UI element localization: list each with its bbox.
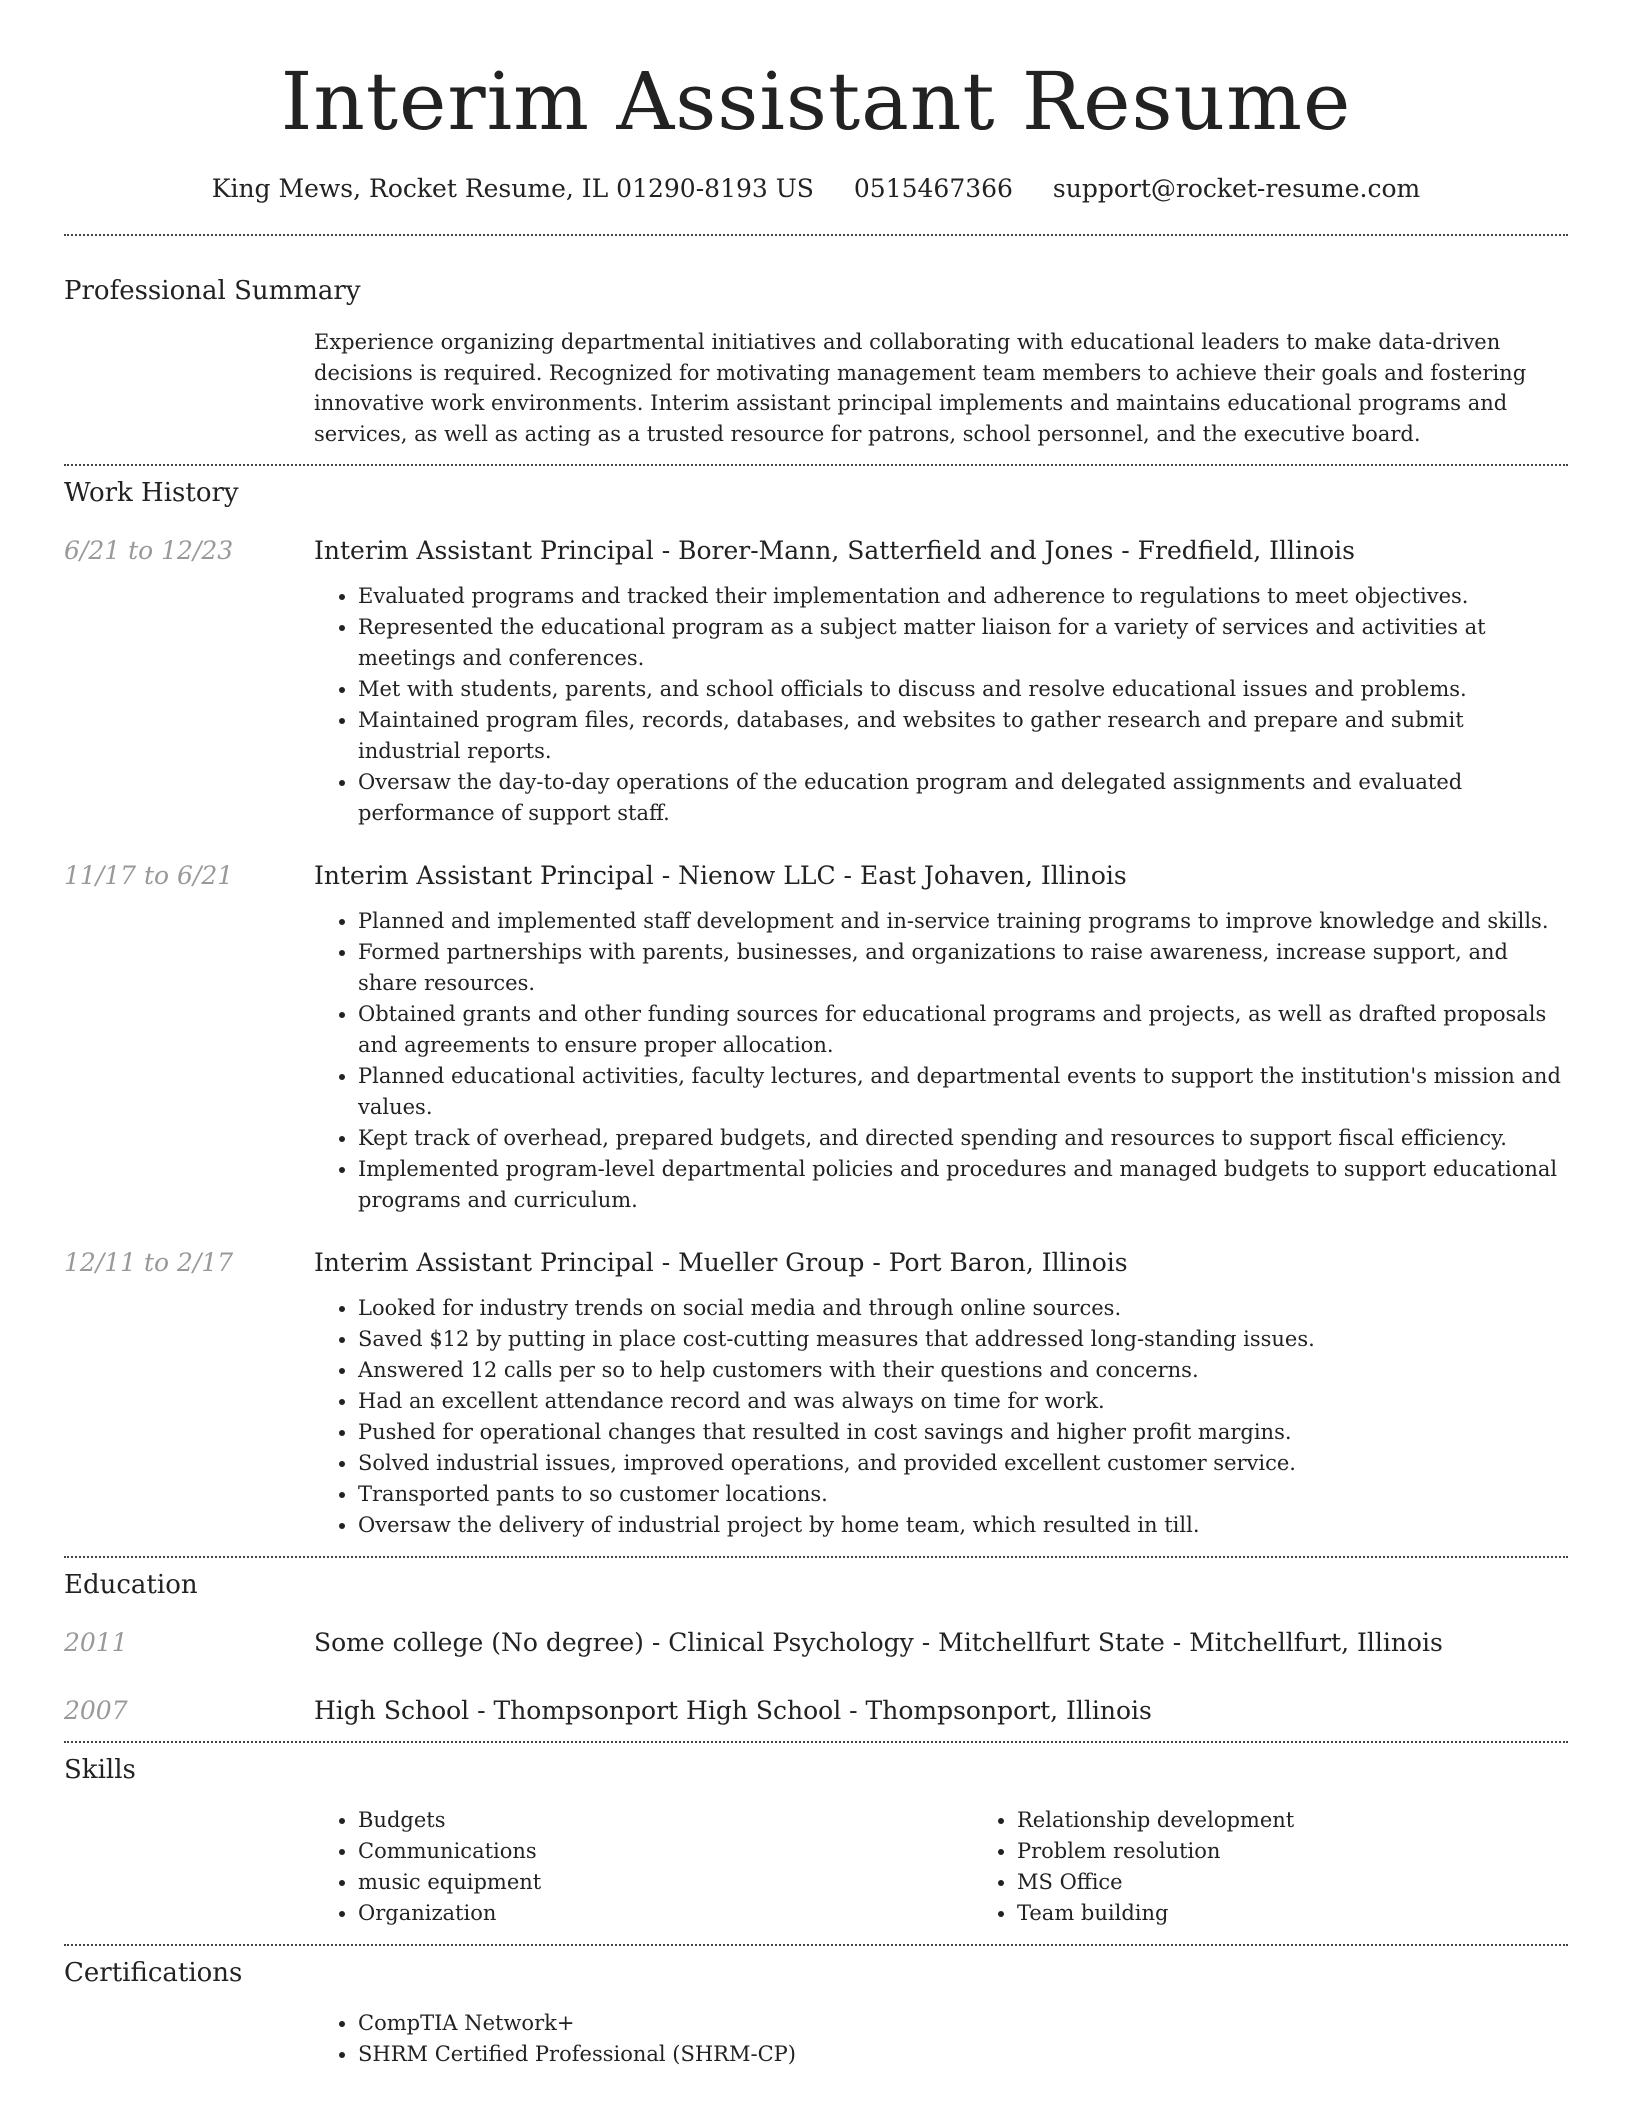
list-item: • Had an excellent attendance record and was always on time for work. — [358, 1386, 1568, 1417]
education-title: High School - Thompsonport High School - Thompsonport, Illinois — [314, 1696, 1152, 1725]
job-bullets — [314, 581, 1568, 829]
list-item: • Relationship development — [1017, 1805, 1632, 1836]
list-item: • Kept track of overhead, prepared budgets, and directed spending and resources to support fiscal efficiency. — [358, 1123, 1568, 1154]
summary-text: Experience organizing departmental initiatives and collaborating with educational leaders to make data-driven decisions is required. Recognized for motivating management team members to achieve their goals and fostering innovative work environments. Interim assistant principal implements and maintains educational programs and services, as well as acting as a trusted resource for patrons, school personnel, and the executive board. — [314, 330, 1527, 446]
list-item: • Looked for industry trends on social media and through online sources. — [358, 1293, 1568, 1324]
list-item: • Problem resolution — [1017, 1836, 1632, 1867]
list-item: • Budgets — [358, 1805, 973, 1836]
summary-section — [64, 236, 1568, 449]
list-item: • Planned and implemented staff development and in-service training programs to improve knowledge and skills. — [358, 906, 1568, 937]
job-title: Interim Assistant Principal - Mueller Group - Port Baron, Illinois — [314, 1248, 1128, 1277]
job-entry — [64, 1246, 1568, 1541]
job-bullets — [314, 1293, 1568, 1541]
list-item: • Communications — [358, 1836, 973, 1867]
job-dates: 12/11 to 2/17 — [64, 1248, 234, 1277]
list-item: • Obtained grants and other funding sources for educational programs and projects, as well as drafted proposals and agreements to ensure proper allocation. — [358, 999, 1568, 1061]
job-dates: 11/17 to 6/21 — [64, 861, 234, 890]
education-entry — [64, 1694, 1568, 1728]
section-heading-work: Work History — [64, 478, 239, 508]
section-heading-education: Education — [64, 1570, 198, 1600]
certifications-section — [64, 1946, 1568, 2070]
certifications-list — [314, 2008, 1568, 2070]
contact-email: support@rocket-resume.com — [1052, 174, 1421, 203]
list-item: • Organization — [358, 1898, 973, 1929]
list-item: • Team building — [1017, 1898, 1632, 1929]
job-entry — [64, 859, 1568, 1216]
section-heading-skills: Skills — [64, 1755, 136, 1785]
list-item: • Pushed for operational changes that resulted in cost savings and higher profit margins. — [358, 1417, 1568, 1448]
contact-address: King Mews, Rocket Resume, IL 01290-8193 US — [211, 174, 814, 203]
job-dates: 6/21 to 12/23 — [64, 536, 234, 565]
list-item: • Saved $12 by putting in place cost-cutting measures that addressed long-standing issues. — [358, 1324, 1568, 1355]
list-item: • Maintained program files, records, databases, and websites to gather research and prepare and submit industrial reports. — [358, 705, 1568, 767]
list-item: • music equipment — [358, 1867, 973, 1898]
list-item: • Transported pants to so customer locations. — [358, 1479, 1568, 1510]
section-heading-summary: Professional Summary — [64, 276, 361, 306]
resume-title: Interim Assistant Resume — [280, 55, 1352, 148]
job-bullets — [314, 906, 1568, 1216]
resume-page — [64, 0, 1568, 2070]
work-history-section — [64, 466, 1568, 1541]
list-item: • Answered 12 calls per so to help customers with their questions and concerns. — [358, 1355, 1568, 1386]
job-title: Interim Assistant Principal - Nienow LLC - East Johaven, Illinois — [314, 861, 1127, 890]
list-item: • Met with students, parents, and school officials to discuss and resolve educational issues and problems. — [358, 674, 1568, 705]
skills-list-right — [973, 1805, 1632, 1929]
list-item: • MS Office — [1017, 1867, 1632, 1898]
job-title: Interim Assistant Principal - Borer-Mann, Satterfield and Jones - Fredfield, Illinois — [314, 536, 1355, 565]
list-item: • Formed partnerships with parents, businesses, and organizations to raise awareness, increase support, and share resources. — [358, 937, 1568, 999]
skills-list-left — [314, 1805, 973, 1929]
contact-line — [64, 172, 1568, 206]
list-item: • Represented the educational program as a subject matter liaison for a variety of services and activities at meetings and conferences. — [358, 612, 1568, 674]
skills-section — [64, 1743, 1568, 1929]
list-item: • Planned educational activities, faculty lectures, and departmental events to support the institution's mission and values. — [358, 1061, 1568, 1123]
education-year: 2011 — [64, 1628, 128, 1657]
education-year: 2007 — [64, 1696, 128, 1725]
list-item: • SHRM Certified Professional (SHRM-CP) — [358, 2039, 1568, 2070]
contact-phone: 0515467366 — [853, 174, 1013, 203]
education-section — [64, 1558, 1568, 1728]
list-item: • Solved industrial issues, improved operations, and provided excellent customer service. — [358, 1448, 1568, 1479]
list-item: • Evaluated programs and tracked their implementation and adherence to regulations to meet objectives. — [358, 581, 1568, 612]
education-entry — [64, 1626, 1568, 1660]
section-heading-certifications: Certifications — [64, 1958, 243, 1988]
job-entry — [64, 534, 1568, 829]
list-item: • CompTIA Network+ — [358, 2008, 1568, 2039]
list-item: • Oversaw the delivery of industrial project by home team, which resulted in till. — [358, 1510, 1568, 1541]
education-title: Some college (No degree) - Clinical Psychology - Mitchellfurt State - Mitchellfurt, Illinois — [314, 1628, 1443, 1657]
list-item: • Oversaw the day-to-day operations of the education program and delegated assignments and evaluated performance of support staff. — [358, 767, 1568, 829]
list-item: • Implemented program-level departmental policies and procedures and managed budgets to support educational programs and curriculum. — [358, 1154, 1568, 1216]
